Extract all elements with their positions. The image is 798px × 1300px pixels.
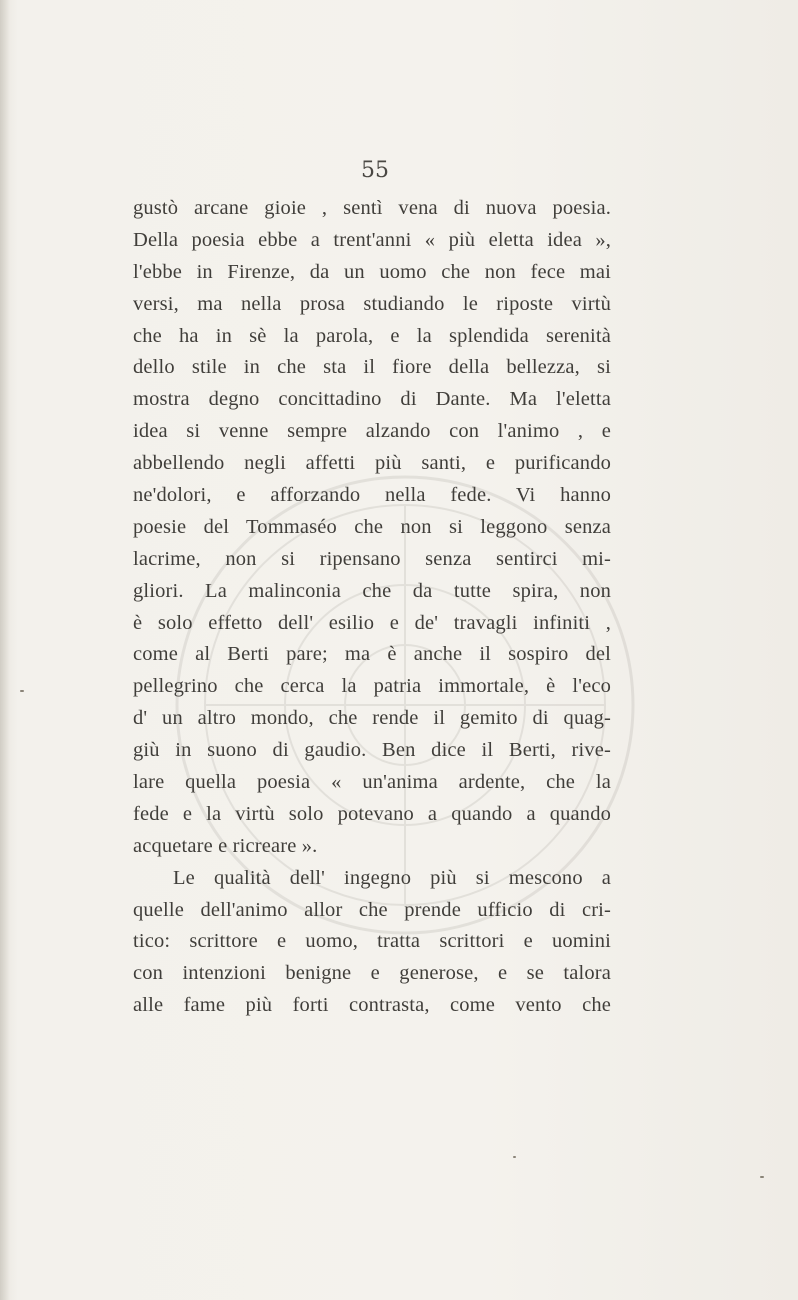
text-line: poesie del Tommaséo che non si leggono senza <box>133 515 611 538</box>
text-line: quelle dell'animo allor che prende ufficio di cri- <box>133 898 611 921</box>
text-line: alle fame più forti contrasta, come vento che <box>133 994 611 1017</box>
text-line: versi, ma nella prosa studiando le riposte virtù <box>133 292 611 315</box>
text-line: d' un altro mondo, che rende il gemito di quag- <box>133 707 611 730</box>
text-line: acquetare e ricreare ». <box>133 834 318 857</box>
text-line: l'ebbe in Firenze, da un uomo che non fece mai <box>133 260 611 283</box>
text-line: gliori. La malinconia che da tutte spira, non <box>133 579 611 602</box>
text-line: giù in suono di gaudio. Ben dice il Berti, rive- <box>133 739 611 762</box>
page-edge-shadow <box>0 0 10 1300</box>
text-line: pellegrino che cerca la patria immortale, è l'eco <box>133 675 611 698</box>
paper-speck <box>760 1176 764 1178</box>
text-line: lare quella poesia « un'anima ardente, che la <box>133 771 611 794</box>
text-line: lacrime, non si ripensano senza sentirci mi- <box>133 547 611 570</box>
text-line: ne'dolori, e afforzando nella fede. Vi hanno <box>133 484 611 507</box>
paper-speck <box>20 690 24 692</box>
text-line: Della poesia ebbe a trent'anni « più eletta idea », <box>133 228 611 251</box>
paragraph-2 <box>133 863 611 1022</box>
text-line: Le qualità dell' ingegno più si mescono a <box>173 866 611 889</box>
page-number: 55 <box>361 158 389 183</box>
text-line: abbellendo negli affetti più santi, e purificando <box>133 452 611 475</box>
text-line: che ha in sè la parola, e la splendida serenità <box>133 324 611 347</box>
text-line: mostra degno concittadino di Dante. Ma l'eletta <box>133 388 611 411</box>
text-line: fede e la virtù solo potevano a quando a quando <box>133 802 611 825</box>
paragraph-1 <box>133 193 611 863</box>
text-line: con intenzioni benigne e generose, e se talora <box>133 962 611 985</box>
body-text <box>133 193 611 1022</box>
text-line: gustò arcane gioie , sentì vena di nuova poesia. <box>133 197 611 219</box>
paper-speck <box>513 1156 516 1158</box>
text-line: è solo effetto dell' esilio e de' travagli infiniti , <box>133 611 611 634</box>
text-line: dello stile in che sta il fiore della bellezza, si <box>133 356 611 379</box>
text-line: tico: scrittore e uomo, tratta scrittori e uomini <box>133 930 611 953</box>
text-line: idea si venne sempre alzando con l'animo , e <box>133 420 611 443</box>
text-line: come al Berti pare; ma è anche il sospiro del <box>133 643 611 666</box>
